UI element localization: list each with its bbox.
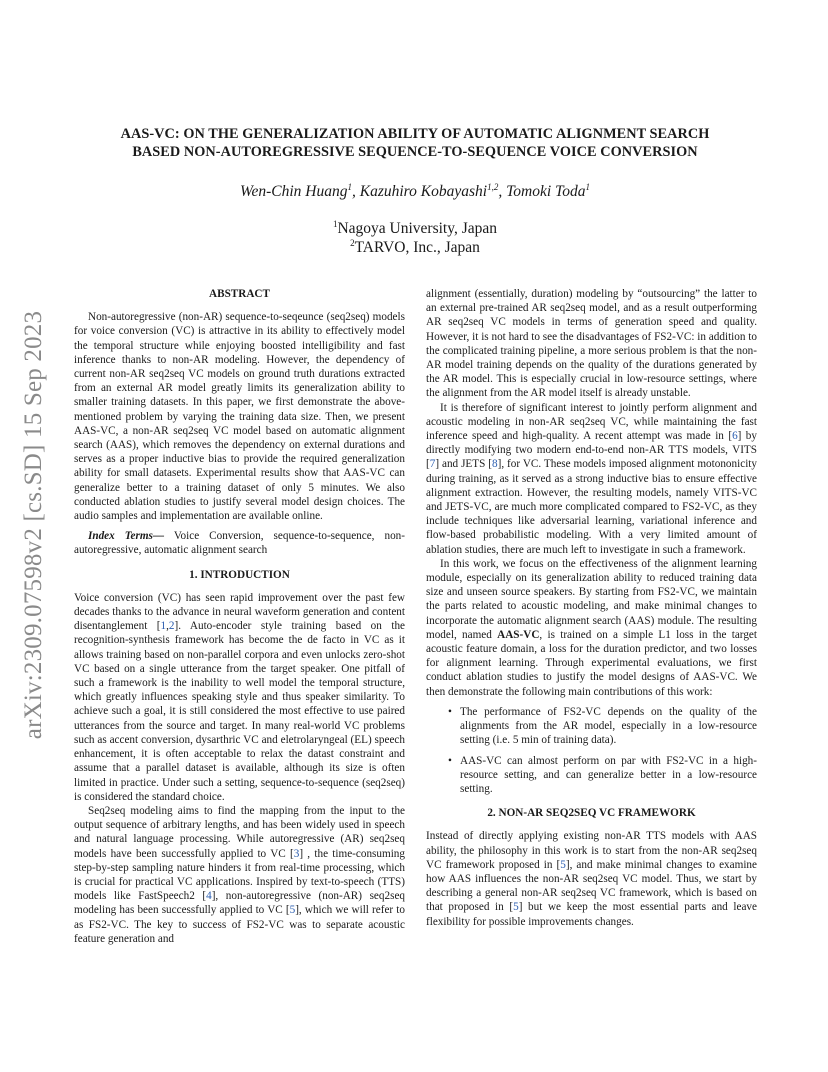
text-run: , is trained on a simple L1 loss in the target acoustic feature domain, a loss for the duration predictor, and two losses for alignment learning. Through experimental evaluations, we first conduct ablation studies to justify the model designs of AAS-VC. We then demonstrate the following main contributions of this work:	[426, 628, 757, 698]
text-run: Voice conversion (VC) has seen rapid improvement over the past few decades thanks to the advance in neural waveform generation and content disentanglement [	[74, 591, 405, 633]
intro-paragraph-4	[426, 401, 757, 557]
citation-link[interactable]: 4	[206, 890, 212, 903]
right-column	[426, 287, 757, 929]
affil-sup: 2	[350, 238, 355, 248]
affil-sup: 1	[332, 219, 338, 229]
author-affil-sup: 1,2	[487, 182, 499, 192]
text-run: ,	[166, 620, 169, 633]
bullet-icon: •	[448, 705, 452, 718]
citation-link[interactable]: 3	[293, 847, 300, 860]
text-run: It is therefore of significant interest to jointly perform alignment and acoustic modeling in non-AR seq2seq VC, while maintaining the fast inference speed and high-quality. A recent attempt was made in [	[426, 401, 757, 443]
bullet-icon: •	[448, 754, 452, 767]
model-name: AAS-VC	[497, 628, 540, 641]
author-affil-sup: 1	[347, 182, 352, 192]
text-run: ] but we keep the most essential parts and leave flexibility for possible improvements changes.	[426, 901, 757, 928]
abstract-heading: ABSTRACT	[209, 288, 270, 300]
list-item	[426, 754, 757, 797]
text-run: ]. Auto-encoder style training based on the recognition-synthesis framework has become the de facto in VC as it allows training based on non-parallel corpora and even unlocks zero-shot VC based on a single utterance from the target speaker. One pitfall of such a framework is the inability to well model the temporal structure, which greatly influences speaking style and thus speaker similarity. To achieve such a goal, it is still considered the most effective to use paired utterances from the source and target. In many real-world VC problems such as accent conversion, dysarthric VC and eletrolaryngeal (EL) speech enhancement, it is often acceptable to relax the datast constraint and assume that a parallel dataset is available, although its size is often limited in practice. Under such a setting, sequence-to-sequence (seq2seq) is considered the standard choice.	[74, 620, 406, 803]
intro-paragraph-2	[74, 804, 405, 946]
affiliation	[74, 238, 756, 257]
index-terms	[74, 529, 405, 557]
text-run: In this work, we focus on the effectiveness of the alignment learning module, especially on its generalization ability to reduced training data size and unseen source speakers. By starting from FS2-VC, we maintain the parts related to acoustic modeling, and make minimal changes to incorporate the automatic alignment search (AAS) module. The resulting model, named	[426, 557, 757, 641]
paper-header	[74, 125, 756, 257]
text-run: ] , the time-consuming step-by-step sampling nature hinders it from real-time processing, which is crucial for practical VC applications. Inspired by text-to-speech (TTS) models like FastSpeech2 [	[74, 847, 405, 903]
author-name: Tomoki Toda	[506, 183, 586, 200]
author-list	[74, 183, 756, 201]
text-run: ], which we will refer to as FS2-VC. The key to success of FS2-VC was to separate acoustic feature generation and	[74, 904, 405, 945]
text-run: ], for VC. These models imposed alignment motononicity during training, as it served as a strong inductive bias to ensure effective alignment extraction. However, the resulting models, namely VITS-VC and JETS-VC, are much more complicated compared to FS2-VC, as they include techniques like adversarial learning, variational inference and flow-based probabilistic modeling. With a very limited amount of ablation studies, there are much left to investigate in such a framework.	[426, 458, 757, 556]
citation-link[interactable]: 7	[429, 458, 436, 471]
author-affil-sup: 1	[585, 182, 590, 192]
text-run: ] and JETS [	[435, 458, 492, 471]
citation-link[interactable]: 2	[168, 620, 175, 633]
text-run: Instead of directly applying existing non-AR TTS models with AAS ability, the philosophy in this work is to start from the non-AR seq2seq VC framework proposed in [	[426, 830, 757, 871]
text-run: ], non-autoregressive (non-AR) seq2seq modeling has been successfully applied to VC [	[74, 890, 405, 917]
list-item	[426, 705, 757, 748]
section-heading-framework: 2. NON-AR SEQ2SEQ VC FRAMEWORK	[487, 807, 696, 820]
section-heading-introduction: 1. INTRODUCTION	[189, 568, 290, 581]
citation-link[interactable]: 5	[289, 904, 296, 917]
citation-link[interactable]: 5	[513, 901, 519, 914]
citation-link[interactable]: 5	[560, 858, 566, 871]
intro-paragraph-5	[426, 557, 757, 699]
text-run: ], and make minimal changes to examine how AAS influences the non-AR seq2seq VC model. Thus, we start by describing a general non-AR seq2seq VC framework, which is based on that proposed in [	[426, 858, 757, 914]
paper-title-line: AAS-VC: ON THE GENERALIZATION ABILITY OF AUTOMATIC ALIGNMENT SEARCH	[120, 126, 710, 142]
intro-paragraph-1	[74, 591, 405, 804]
text-run: Seq2seq modeling aims to find the mapping from the input to the output sequence of arbitrary lengths, and has been widely used in speech and natural language processing. While autoregressive (AR) seq2seq models have been successfully applied to VC [	[74, 804, 405, 860]
index-terms-label: Index Terms—	[88, 530, 165, 543]
intro-paragraph-3: alignment (essentially, duration) modeling by “outsourcing” the latter to an external pre-trained AR seq2seq model, and as a result outperforming AR seq2seq VC models in terms of generation speed and quality. However, it is not hard to see the disadvantages of FS2-VC: in addition to the complicated training pipeline, a more serious problem is that the non-AR model training depends on the quality of the durations generated by the AR model. This is especially crucial in low-resource settings, where the alignment from the AR model itself is already unstable.	[426, 288, 757, 400]
index-terms-text: Voice Conversion, sequence-to-sequence, non-autoregressive, automatic alignment search	[74, 530, 405, 557]
text-run: ] by directly modifying two modern end-to-end non-AR TTS models, VITS [	[426, 430, 757, 471]
abstract-text: Non-autoregressive (non-AR) sequence-to-seqeunce (seq2seq) models for voice conversion (VC) is attractive in its ability to effectively model the temporal structure while enjoying boosted intelligibility and fast inference thanks to non-AR modeling. However, the dependency of current non-AR seq2seq VC models on ground truth durations extracted from an external AR model greatly limits its generalization ability to smaller training datasets. In this paper, we first demonstrate the above-mentioned problem by varying the training data size. Then, we present AAS-VC, a non-AR seq2seq VC model based on automatic alignment search (AAS), which removes the dependency on external durations and serves as a proper inductive bias to provide the required generalization ability for small datasets. Experimental results show that AAS-VC can generalize better to a training dataset of only 5 minutes. We also conducted ablation studies to justify several model design choices. The audio samples and implementation are available online.	[74, 311, 405, 523]
left-column	[74, 287, 405, 946]
author-name: Kazuhiro Kobayashi	[359, 183, 488, 200]
contribution-text: The performance of FS2-VC depends on the quality of the alignments from the AR model, especially in a low-resource setting (i.e. 5 min of training data).	[460, 705, 757, 747]
arxiv-identifier: arXiv:2309.07598v2 [cs.SD] 15 Sep 2023	[20, 310, 47, 740]
contribution-text: AAS-VC can almost perform on par with FS2-VC in a high-resource setting, and can generalize better in a low-resource setting.	[460, 754, 757, 795]
paper-title-line: BASED NON-AUTOREGRESSIVE SEQUENCE-TO-SEQUENCE VOICE CONVERSION	[132, 144, 698, 160]
contribution-list	[426, 705, 757, 796]
author-separator: ,	[352, 183, 360, 200]
framework-paragraph-1	[426, 829, 757, 928]
affil-text: Nagoya University, Japan	[337, 220, 498, 237]
citation-link[interactable]: 6	[732, 430, 738, 443]
affiliation	[74, 219, 756, 238]
affiliation-list	[74, 219, 756, 257]
affil-text: TARVO, Inc., Japan	[354, 239, 480, 256]
paper-title	[74, 125, 756, 161]
author-name: Wen-Chin Huang	[240, 183, 348, 200]
citation-link[interactable]: 8	[492, 458, 498, 471]
arxiv-sidebar	[10, 290, 58, 760]
citation-link[interactable]: 1	[160, 620, 167, 633]
author-separator: ,	[498, 183, 507, 200]
